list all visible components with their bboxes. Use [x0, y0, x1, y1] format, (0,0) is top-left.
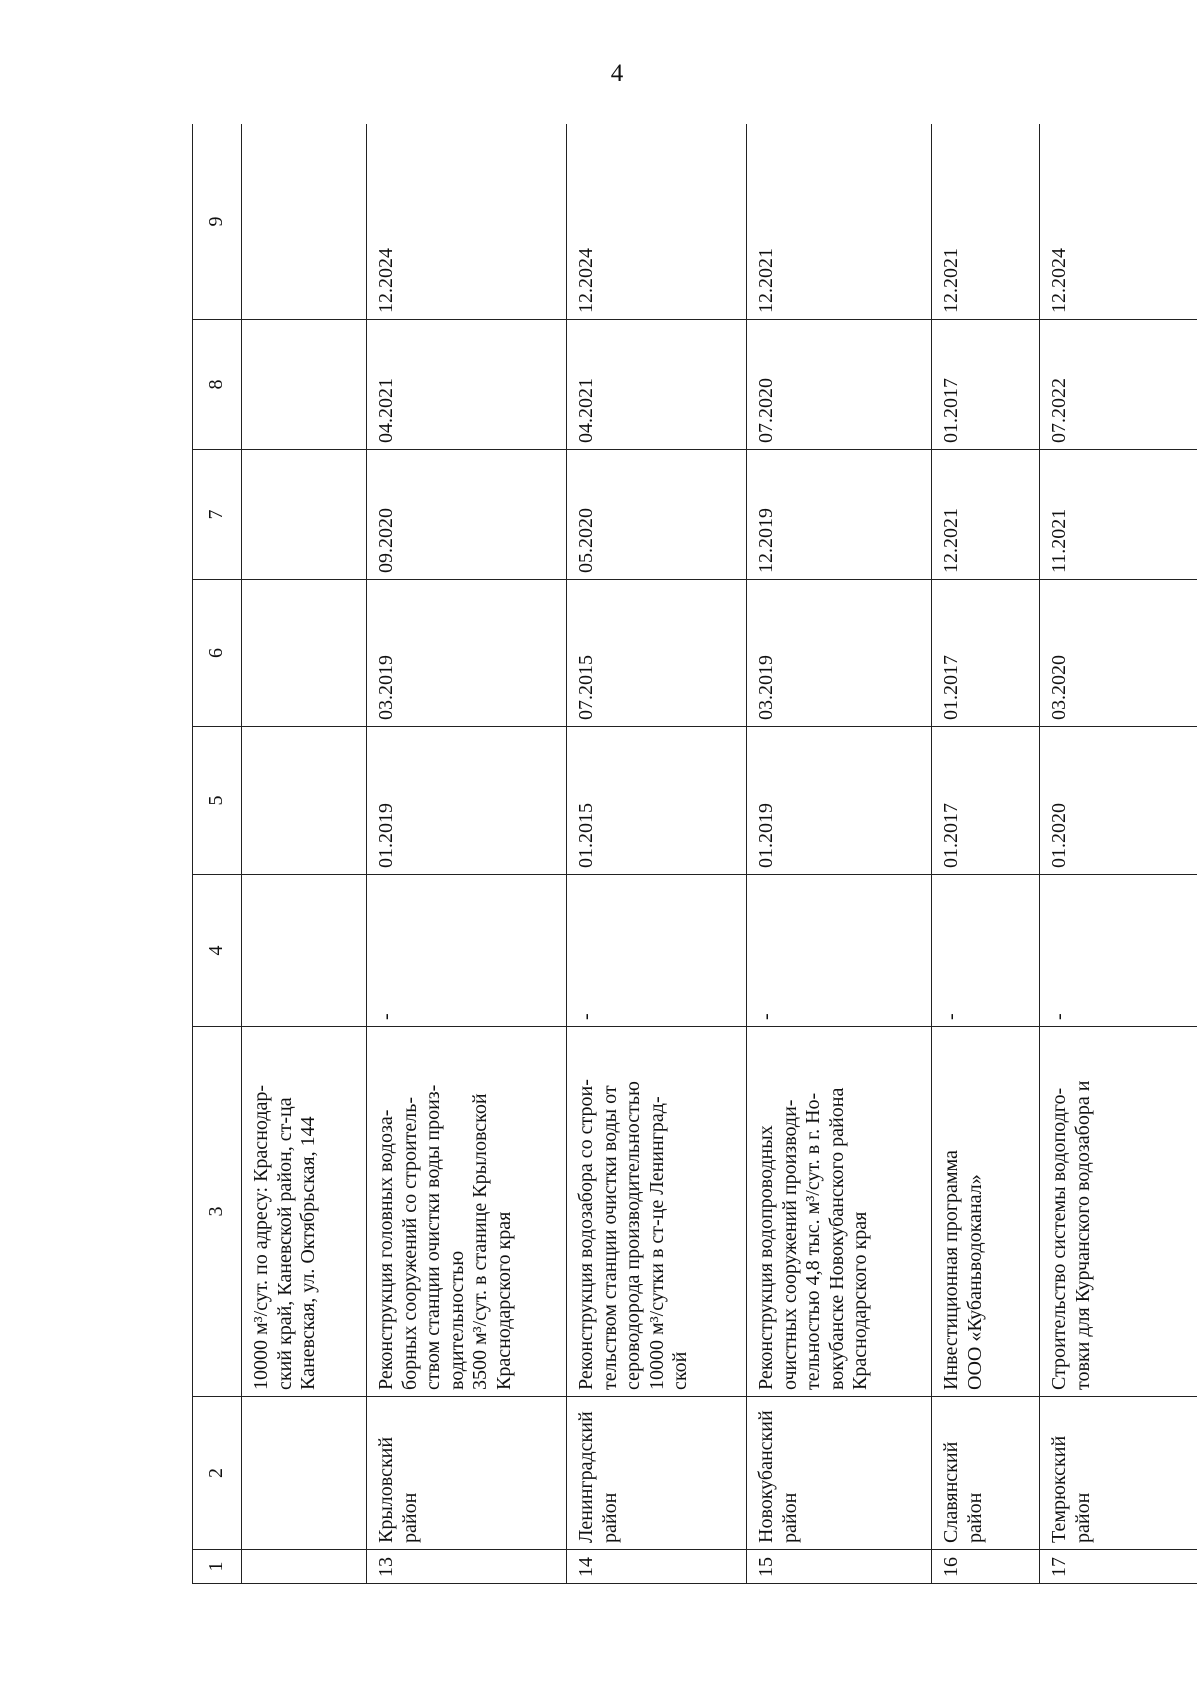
column-5-date	[242, 727, 367, 875]
column-4-value: -	[367, 875, 567, 1027]
projects-table	[192, 124, 1197, 1584]
column-6-date	[242, 580, 367, 727]
column-5-date: 01.2020	[1040, 727, 1198, 875]
column-number: 3	[193, 1027, 242, 1397]
row-number	[242, 1550, 367, 1584]
column-8-date: 01.2017	[932, 320, 1040, 450]
column-8-date: 07.2020	[747, 320, 932, 450]
project-description: Инвестиционная программа ООО «Кубаньводоканал»	[932, 1027, 1040, 1397]
district-name: Темрюкский район	[1040, 1397, 1198, 1550]
column-4-value	[242, 875, 367, 1027]
project-description: 10000 м³/сут. по адресу: Краснодар- ский край, Каневской район, ст-ца Каневская, ул. Октябрьская, 144	[242, 1027, 367, 1397]
rotated-table-frame	[192, 124, 1197, 1584]
project-description: Строительство системы водоподго- товки для Курчанского водозабора и	[1040, 1027, 1198, 1397]
district-name: Славянский район	[932, 1397, 1040, 1550]
column-number: 1	[193, 1550, 242, 1584]
column-4-value: -	[567, 875, 747, 1027]
column-6-date: 03.2019	[367, 580, 567, 727]
column-number: 7	[193, 450, 242, 580]
column-5-date: 01.2017	[932, 727, 1040, 875]
column-number: 5	[193, 727, 242, 875]
project-description: Реконструкция водозабора со строи- тельством станции очистки воды от сероводорода производительностью 10000 м³/сутки в ст-це Ленинград- ской	[567, 1027, 747, 1397]
column-5-date: 01.2019	[747, 727, 932, 875]
column-number: 6	[193, 580, 242, 727]
district-name: Новокубанский район	[747, 1397, 932, 1550]
column-7-date: 05.2020	[567, 450, 747, 580]
column-9-date: 12.2024	[1040, 124, 1198, 320]
column-9-date: 12.2021	[932, 124, 1040, 320]
column-7-date: 11.2021	[1040, 450, 1198, 580]
row-number: 14	[567, 1550, 747, 1584]
table-row	[932, 124, 1040, 1584]
column-8-date: 04.2021	[367, 320, 567, 450]
column-number: 4	[193, 875, 242, 1027]
column-6-date: 03.2020	[1040, 580, 1198, 727]
column-8-date: 07.2022	[1040, 320, 1198, 450]
column-7-date: 12.2019	[747, 450, 932, 580]
column-6-date: 01.2017	[932, 580, 1040, 727]
column-4-value: -	[747, 875, 932, 1027]
table-row	[747, 124, 932, 1584]
column-5-date: 01.2015	[567, 727, 747, 875]
column-9-date	[242, 124, 367, 320]
district-name: Крыловский район	[367, 1397, 567, 1550]
column-6-date: 03.2019	[747, 580, 932, 727]
column-number: 2	[193, 1397, 242, 1550]
column-number-row	[193, 124, 242, 1584]
row-number: 16	[932, 1550, 1040, 1584]
project-description: Реконструкция водопроводных очистных сооружений производи- тельностью 4,8 тыс. м³/сут. в г. Но- вокубанске Новокубанского района Краснодарского края	[747, 1027, 932, 1397]
column-4-value: -	[1040, 875, 1198, 1027]
column-number: 9	[193, 124, 242, 320]
column-5-date: 01.2019	[367, 727, 567, 875]
row-number: 15	[747, 1550, 932, 1584]
page-number: 4	[610, 60, 624, 87]
project-description: Реконструкция головных водоза- борных сооружений со строитель- ством станции очистки воды произ- водительностью 3500 м³/сут. в станице Крыловской Краснодарского края	[367, 1027, 567, 1397]
column-8-date: 04.2021	[567, 320, 747, 450]
column-8-date	[242, 320, 367, 450]
column-9-date: 12.2021	[747, 124, 932, 320]
table-row	[242, 124, 367, 1584]
row-number: 17	[1040, 1550, 1198, 1584]
column-7-date: 12.2021	[932, 450, 1040, 580]
column-7-date	[242, 450, 367, 580]
table-row	[1040, 124, 1198, 1584]
column-9-date: 12.2024	[367, 124, 567, 320]
column-4-value: -	[932, 875, 1040, 1027]
column-9-date: 12.2024	[567, 124, 747, 320]
row-number: 13	[367, 1550, 567, 1584]
district-name: Ленинградский район	[567, 1397, 747, 1550]
column-6-date: 07.2015	[567, 580, 747, 727]
district-name	[242, 1397, 367, 1550]
column-number: 8	[193, 320, 242, 450]
table-row	[567, 124, 747, 1584]
column-7-date: 09.2020	[367, 450, 567, 580]
table-row	[367, 124, 567, 1584]
